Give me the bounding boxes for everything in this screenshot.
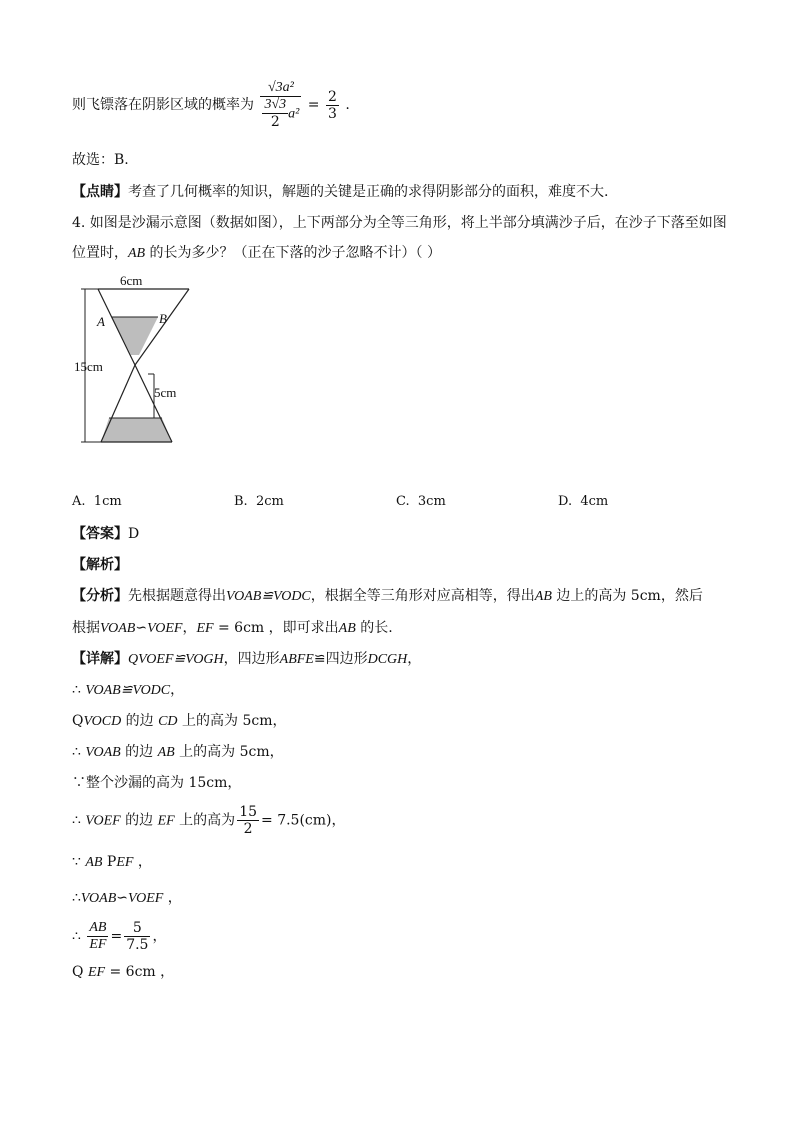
answer-value: D [128,526,140,542]
label-b: B [159,311,167,326]
upper-sand [112,317,158,355]
q4-text-a: 位置时， [72,245,128,261]
xiangjie-line: 【详解】QVOEF≌VOGH，四边形ABFE≌四边形DCGH， [72,651,422,667]
step-9: Q EF = 6cm ， [72,964,175,980]
inner-numerator: 3√3 [264,97,287,112]
step-3: ∴ VOAB 的边 AB 上的高为 5cm， [72,744,284,760]
step-2: QVOCD 的边 CD 上的高为 5cm， [72,713,287,729]
result-numerator: 2 [327,88,337,105]
dianjing-line [72,182,608,202]
answer-line [72,524,139,544]
step-7: ∴VOAB∽VOEF ， [72,890,182,906]
label-5cm: 5cm [154,385,177,400]
label-6cm: 6cm [120,273,143,288]
answer-tag: 【答案】 [72,526,128,542]
question-4-line2 [72,243,441,264]
step-1: ∴ VOAB≌VODC， [72,682,185,698]
result-denominator: 3 [327,105,337,122]
q4-ab: AB [128,246,146,261]
step-8: ∴ $\frac{AB}{EF}$ = $\frac{5}{7.5}$ ， [72,920,167,953]
probability-fraction [260,80,301,130]
question-4-line1: 4. 如图是沙漏示意图（数据如图），上下两部分为全等三角形，将上半部分填满沙子后，在沙子下落至如图 [72,215,727,231]
hourglass-figure [72,270,212,454]
step-4: ∵整个沙漏的高为 15cm， [72,775,242,791]
result-fraction [326,89,339,122]
dianjing-text: 考查了几何概率的知识，解题的关键是正确的求得阴影部分的面积，难度不大. [128,184,609,200]
probability-prefix: 则飞镖落在阴影区域的概率为 [72,97,254,113]
inner-factor: a² [288,106,300,122]
fraction-numerator: √3a² [260,80,301,97]
option-b: B. 2cm [234,494,284,509]
option-d: D. 4cm [558,494,609,509]
fenxi-line2: 根据VOAB∽VOEF，EF = 6cm ，即可求出AB 的长. [72,620,393,636]
equals-sign: = [307,97,320,113]
step-5: ∴ VOEF 的边 EF 上的高为 $\frac{15}{2}$ = 7.5(cm)， [72,804,346,837]
q4-text-b: 的长为多少？（正在下落的沙子忽略不计）（ ） [145,245,442,261]
dianjing-tag: 【点睛】 [72,184,128,200]
option-a: A. 1cm [72,494,122,509]
option-c: C. 3cm [396,494,446,509]
fenxi-line1: 【分析】先根据题意得出VOAB≌VODC，根据全等三角形对应高相等，得出AB 边上的高为 5cm，然后 [72,588,703,604]
inner-denominator: 2 [270,114,280,130]
line-end: . [345,97,350,113]
probability-line [72,80,350,130]
ratio-value-fraction: $\frac{5}{7.5}$ [126,920,149,953]
step-6: ∵ AB PEF ， [72,854,152,870]
label-a: A [97,314,105,329]
height-fraction: $\frac{15}{2}$ [239,804,258,837]
ratio-fraction: $\frac{AB}{EF}$ [89,920,107,952]
label-15cm: 15cm [74,359,103,374]
fraction-denominator [260,97,301,130]
jiexi-tag: 【解析】 [72,557,128,573]
lower-sand [101,418,172,442]
choose-line: 故选：B. [72,152,129,168]
